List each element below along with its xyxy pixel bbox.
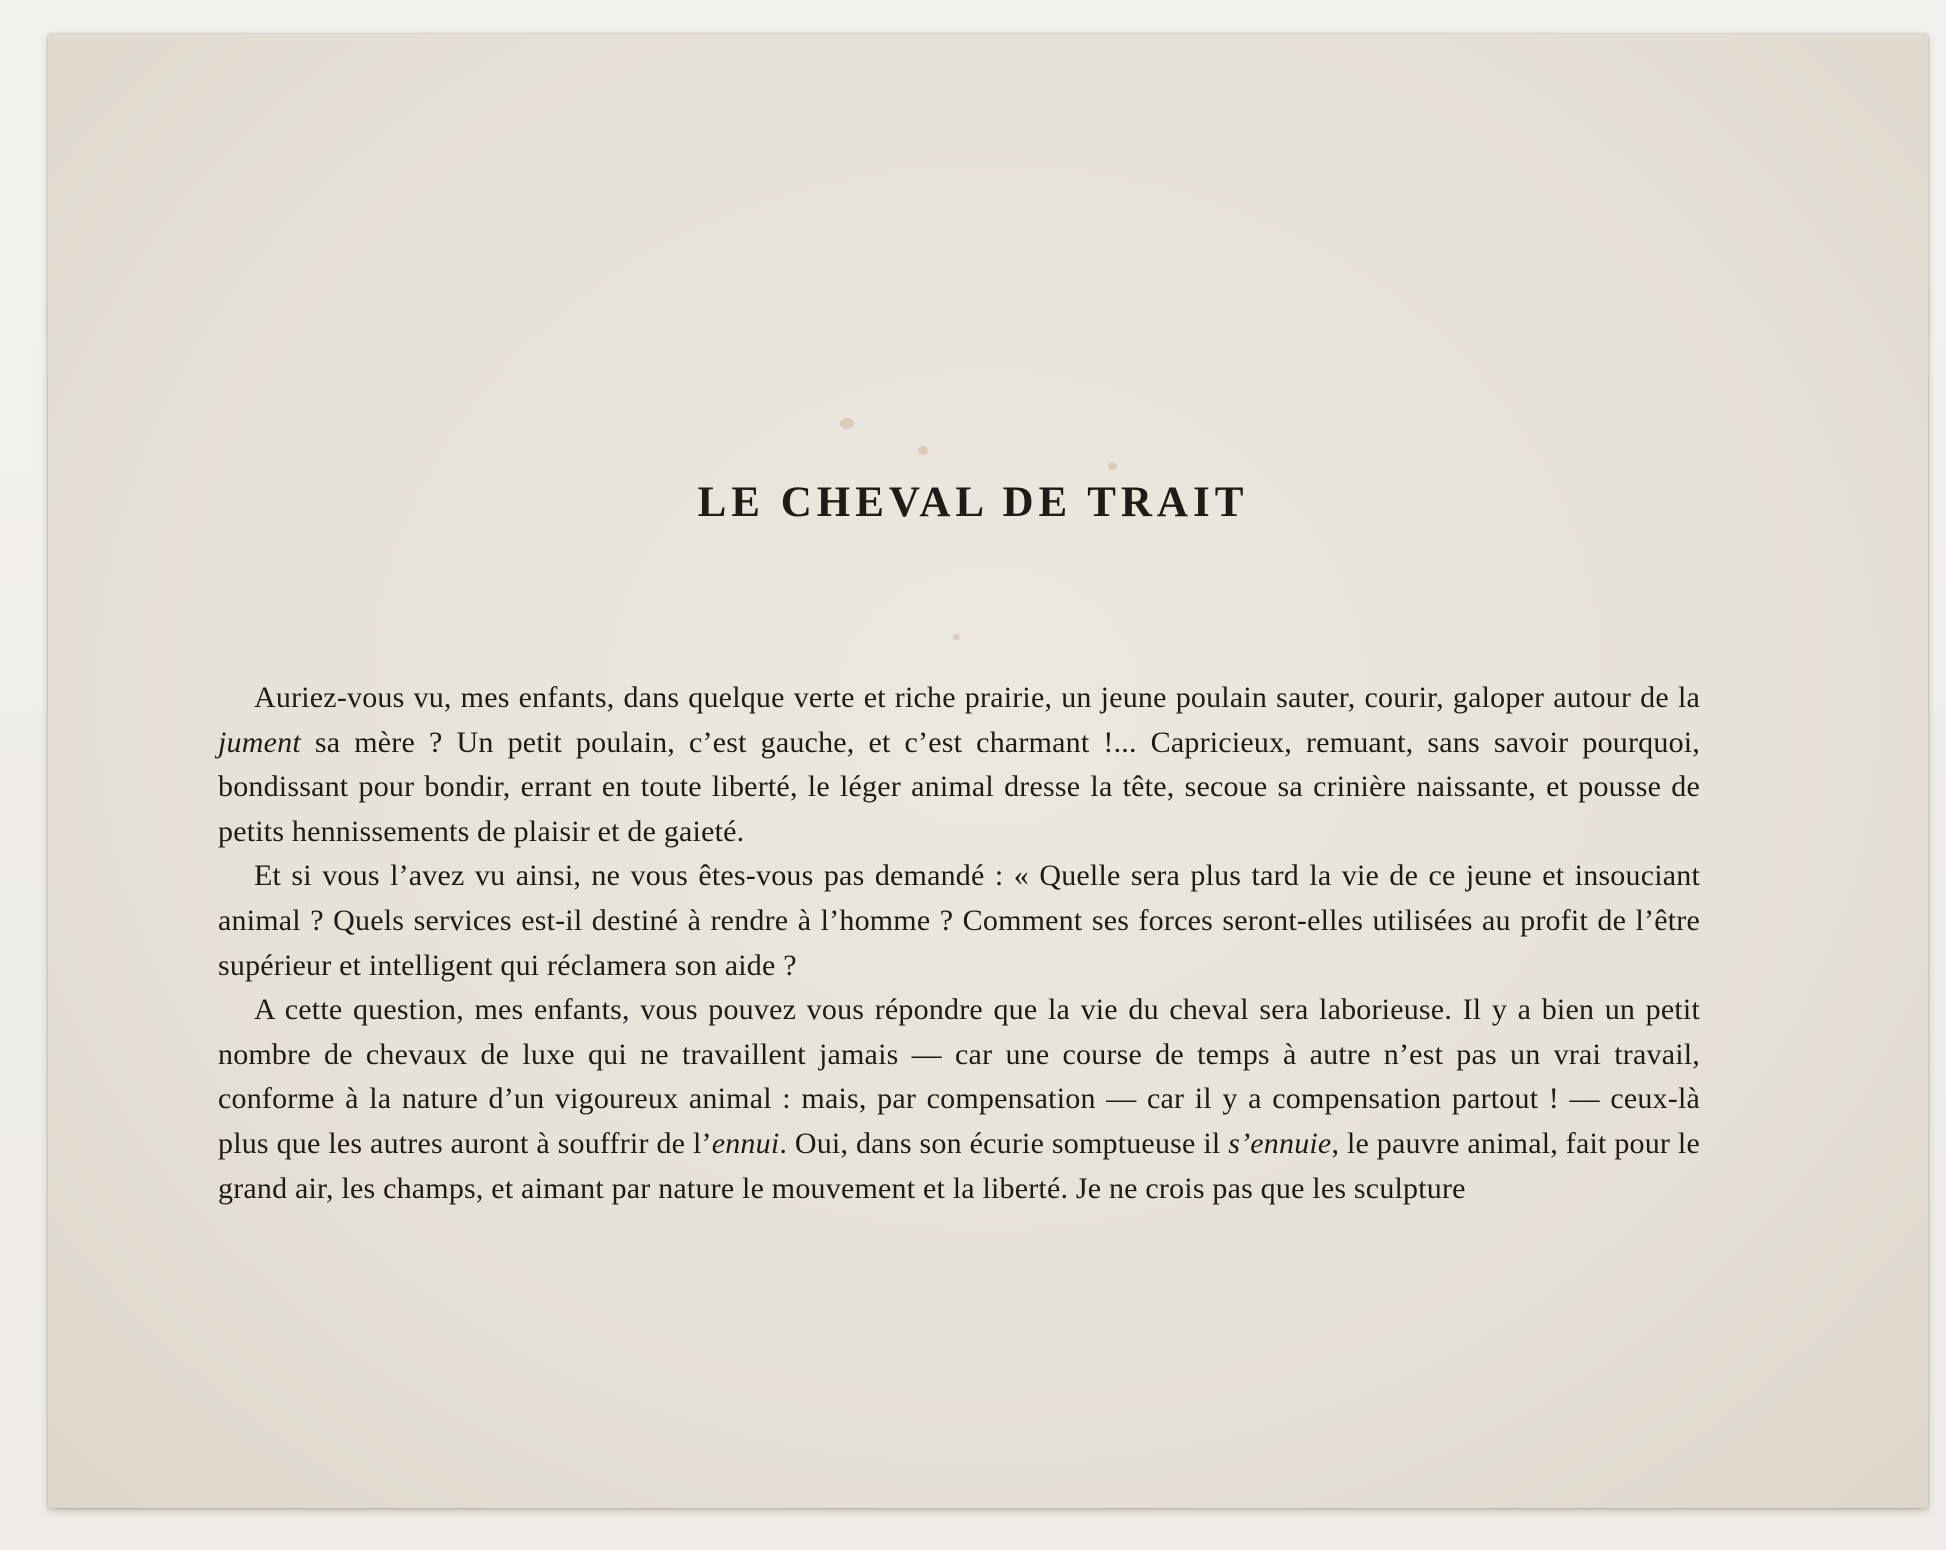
paragraph-text: . Oui, dans son écurie somptueuse il xyxy=(779,1126,1229,1160)
body-text xyxy=(218,676,1700,1211)
italic-text: jument xyxy=(218,725,301,759)
paragraph-text: Et si vous l’avez vu ainsi, ne vous êtes-vous pas demandé : « Quelle sera plus tard la vie de ce jeune et insouciant animal ? Quels services est-il destiné à rendre à l’homme ? Comment ses forces seront-elles utilisées au profit de l’être supérieur et intelligent qui réclamera son aide ? xyxy=(218,859,1700,982)
paragraph xyxy=(218,854,1700,988)
paragraph xyxy=(218,988,1700,1211)
page-title: LE CHEVAL DE TRAIT xyxy=(697,479,1249,526)
paragraph-text: sa mère ? Un petit poulain, c’est gauche, et c’est charmant !... Capricieux, remuant, sans savoir pourquoi, bondissant pour bondir, errant en toute liberté, le léger animal dresse la tête, secoue sa crinière naissante, et pousse de petits hennissements de plaisir et de gaieté. xyxy=(218,725,1700,848)
paragraph-text: , le pauvre animal, fait pour le grand air, les champs, et aimant par nature le mouvement et la liberté. Je ne crois pas que les sculpture xyxy=(218,1126,1700,1205)
paragraph-text: Auriez-vous vu, mes enfants, dans quelque verte et riche prairie, un jeune poulain sauter, courir, galoper autour de la xyxy=(254,681,1700,714)
paragraph-text: A cette question, mes enfants, vous pouvez vous répondre que la vie du cheval sera laborieuse. Il y a bien un petit nombre de chevaux de luxe qui ne travaillent jamais — car une course de temps à autre n’est pas un vrai travail, conforme à la nature d’un vigoureux animal : mais, par compensation — car il y a compensation partout ! — ceux-là plus que les autres auront à souffrir de l’ xyxy=(218,993,1700,1160)
paragraph xyxy=(218,676,1700,854)
italic-text: ennui xyxy=(711,1126,780,1160)
show-through-text xyxy=(225,235,1705,675)
italic-text: s’ennuie xyxy=(1228,1126,1332,1160)
